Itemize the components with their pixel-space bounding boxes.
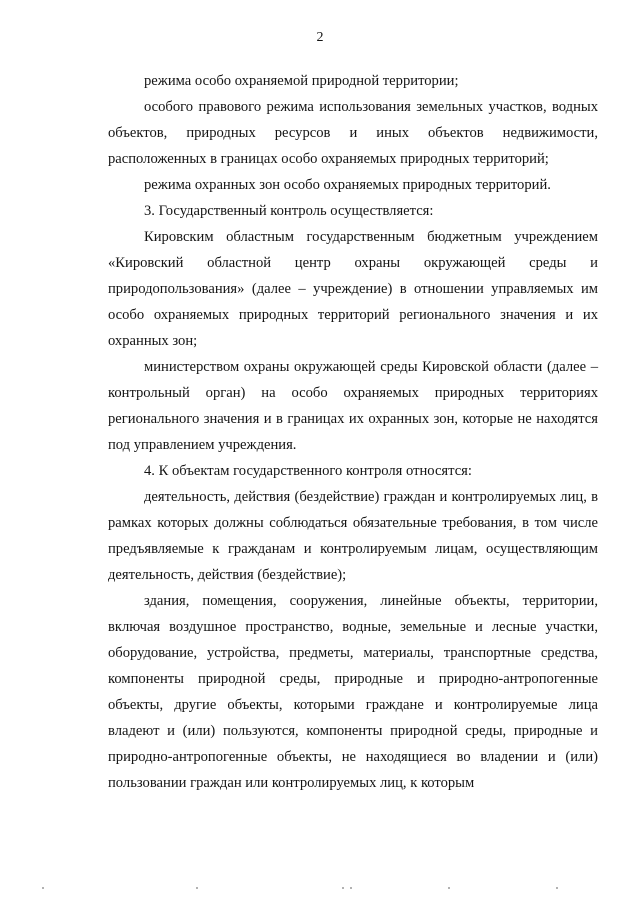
scan-dot: [556, 887, 558, 889]
paragraph: министерством охраны окружающей среды Кировской области (далее – контрольный орган) на особо охраняемых природных территориях регионального значения и в границах их охранных зон, которые не находятся под управлением учреждения.: [108, 359, 598, 453]
paragraph: режима охранных зон особо охраняемых природных территорий.: [144, 177, 551, 193]
paragraph: Кировским областным государственным бюджетным учреждением «Кировский областной центр охраны окружающей среды и природопользования» (далее – учреждение) в отношении управляемых им особо охраняемых природных территорий регионального значения и их охранных зон;: [108, 229, 598, 349]
scan-dot: [448, 887, 450, 889]
scan-dot: [42, 887, 44, 889]
scan-dot: [196, 887, 198, 889]
section-heading: 4. К объектам государственного контроля относятся:: [144, 463, 472, 479]
section-heading: 3. Государственный контроль осуществляется:: [144, 203, 434, 219]
paragraph: режима особо охраняемой природной территории;: [144, 73, 459, 89]
scan-artifacts: [0, 887, 640, 893]
paragraph: деятельность, действия (бездействие) граждан и контролируемых лиц, в рамках которых должны соблюдаться обязательные требования, в том числе предъявляемые к гражданам и контролируемым лицам, осуществляющим деятельность, действия (бездействие);: [108, 489, 598, 583]
page-number: 2: [316, 30, 324, 45]
scan-dot: [350, 887, 352, 889]
scan-dot: [342, 887, 344, 889]
document-body: [108, 68, 598, 796]
paragraph: особого правового режима использования земельных участков, водных объектов, природных ресурсов и иных объектов недвижимости, расположенных в границах особо охраняемых природных территорий;: [108, 99, 598, 167]
paragraph: здания, помещения, сооружения, линейные объекты, территории, включая воздушное пространство, водные, земельные и лесные участки, оборудование, устройства, предметы, материалы, транспортные средства, компоненты природной среды, природные и природно-антропогенные объекты, другие объекты, которыми граждане и контролируемые лица владеют и (или) пользуются, компоненты природной среды, природные и природно-антропогенные объекты, не находящиеся во владении и (или) пользовании граждан или контролируемых лиц, к которым: [108, 593, 598, 791]
